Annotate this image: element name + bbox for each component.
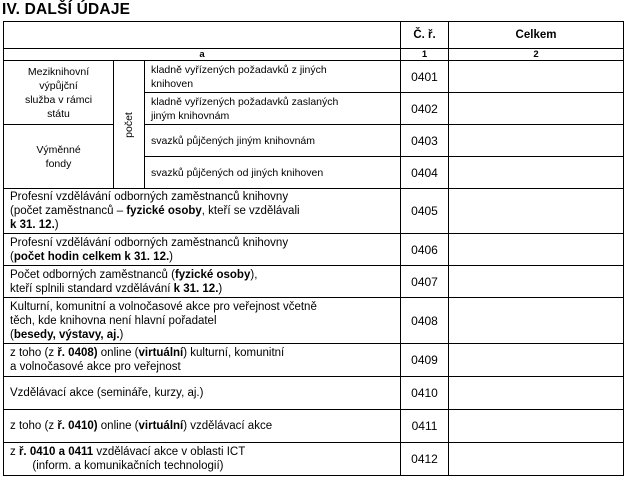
row-desc (4, 377, 401, 410)
row-line: svazků půjčených jiným knihovnám (151, 134, 315, 147)
row-line: Profesní vzdělávání odborných zaměstnanců knihovny (10, 236, 289, 249)
row-desc (145, 93, 401, 125)
row-desc (145, 157, 401, 189)
table-row (4, 377, 624, 410)
row-code: 0402 (401, 93, 449, 125)
row-desc (4, 298, 401, 344)
table-row (4, 61, 624, 93)
row-line: Počet odborných zaměstnanců (fyzické osoby), (10, 268, 258, 281)
row-code: 0412 (401, 443, 449, 476)
row-line: svazků půjčených od jiných knihoven (151, 166, 324, 179)
row-value-cell[interactable] (449, 189, 624, 234)
group-mvs-line: služba v rámci (24, 93, 93, 106)
header-celkem: Celkem (449, 22, 624, 49)
row-value-cell[interactable] (449, 377, 624, 410)
row-line: kladně vyřízených požadavků z jiných (151, 63, 327, 76)
row-line: (besedy, výstavy, aj.) (10, 328, 124, 341)
row-line: (inform. a komunikačních technologií) (10, 460, 224, 472)
pocet-label (114, 61, 145, 189)
row-line: Profesní vzdělávání odborných zaměstnanců knihovny (10, 191, 289, 203)
row-line: z toho (z ř. 0410) online (virtuální) vzdělávací akce (10, 420, 273, 432)
row-line: (počet zaměstnanců – fyzické osoby, kteří se vzdělávali (10, 205, 300, 217)
header-blank-cell (4, 22, 401, 49)
row-value-cell[interactable] (449, 61, 624, 93)
row-code: 0411 (401, 410, 449, 443)
row-code: 0410 (401, 377, 449, 410)
row-line: a volnočasové akce pro veřejnost (10, 361, 181, 373)
row-code: 0404 (401, 157, 449, 189)
row-line: těch, kde knihovna není hlavní pořadatel (10, 314, 217, 327)
row-line: (počet hodin celkem k 31. 12.) (10, 250, 173, 263)
row-line: jiným knihovnám (151, 109, 230, 122)
row-line: z ř. 0410 a 0411 vzdělávací akce v oblasti ICT (10, 446, 246, 458)
pocet-text: počet (123, 111, 135, 138)
row-line: kladně vyřízených požadavků zaslaných (151, 95, 339, 108)
group-vymenne-fondy (4, 125, 114, 189)
index-a: a (4, 49, 401, 61)
row-value-cell[interactable] (449, 93, 624, 125)
row-value-cell[interactable] (449, 234, 624, 266)
row-line: kteří splnili standard vzdělávání k 31. 12.) (10, 282, 223, 295)
row-desc (4, 410, 401, 443)
row-value-cell[interactable] (449, 125, 624, 157)
section-title: IV. DALŠÍ ÚDAJE (2, 1, 131, 18)
row-desc (4, 189, 401, 234)
index-2: 2 (449, 49, 624, 61)
group-mvs (4, 61, 114, 125)
row-code: 0405 (401, 189, 449, 234)
row-code: 0406 (401, 234, 449, 266)
row-line: Kulturní, komunitní a volnočasové akce pro veřejnost včetně (10, 300, 317, 313)
index-1: 1 (401, 49, 449, 61)
table-row (4, 125, 624, 157)
row-value-cell[interactable] (449, 410, 624, 443)
row-code: 0401 (401, 61, 449, 93)
row-desc (4, 344, 401, 377)
group-mvs-line: Meziknihovní (27, 65, 90, 78)
data-table (3, 21, 624, 476)
group-mvs-line: státu (47, 107, 70, 120)
row-desc (4, 234, 401, 266)
group-mvs-line: výpůjční (39, 79, 78, 92)
table-row (4, 189, 624, 234)
row-value-cell[interactable] (449, 298, 624, 344)
row-line: knihoven (151, 77, 194, 90)
row-value-cell[interactable] (449, 443, 624, 476)
row-code: 0408 (401, 298, 449, 344)
row-desc (145, 61, 401, 93)
table-row (4, 443, 624, 476)
row-code: 0407 (401, 266, 449, 298)
row-line: k 31. 12.) (10, 219, 59, 231)
row-desc (145, 125, 401, 157)
table-row (4, 234, 624, 266)
row-desc (4, 443, 401, 476)
row-value-cell[interactable] (449, 344, 624, 377)
row-line: z toho (z ř. 0408) online (virtuální) kulturní, komunitní (10, 347, 285, 359)
table-row (4, 410, 624, 443)
table-row (4, 266, 624, 298)
row-value-cell[interactable] (449, 266, 624, 298)
header-cr: Č. ř. (401, 22, 449, 49)
index-row (4, 49, 624, 61)
table-row (4, 298, 624, 344)
group-vf-line: Výměnné (36, 143, 81, 156)
header-row (4, 22, 624, 49)
row-desc (4, 266, 401, 298)
row-value-cell[interactable] (449, 157, 624, 189)
group-vf-line: fondy (45, 157, 72, 170)
row-line: Vzdělávací akce (semináře, kurzy, aj.) (10, 387, 204, 399)
row-code: 0409 (401, 344, 449, 377)
table-row (4, 344, 624, 377)
row-code: 0403 (401, 125, 449, 157)
